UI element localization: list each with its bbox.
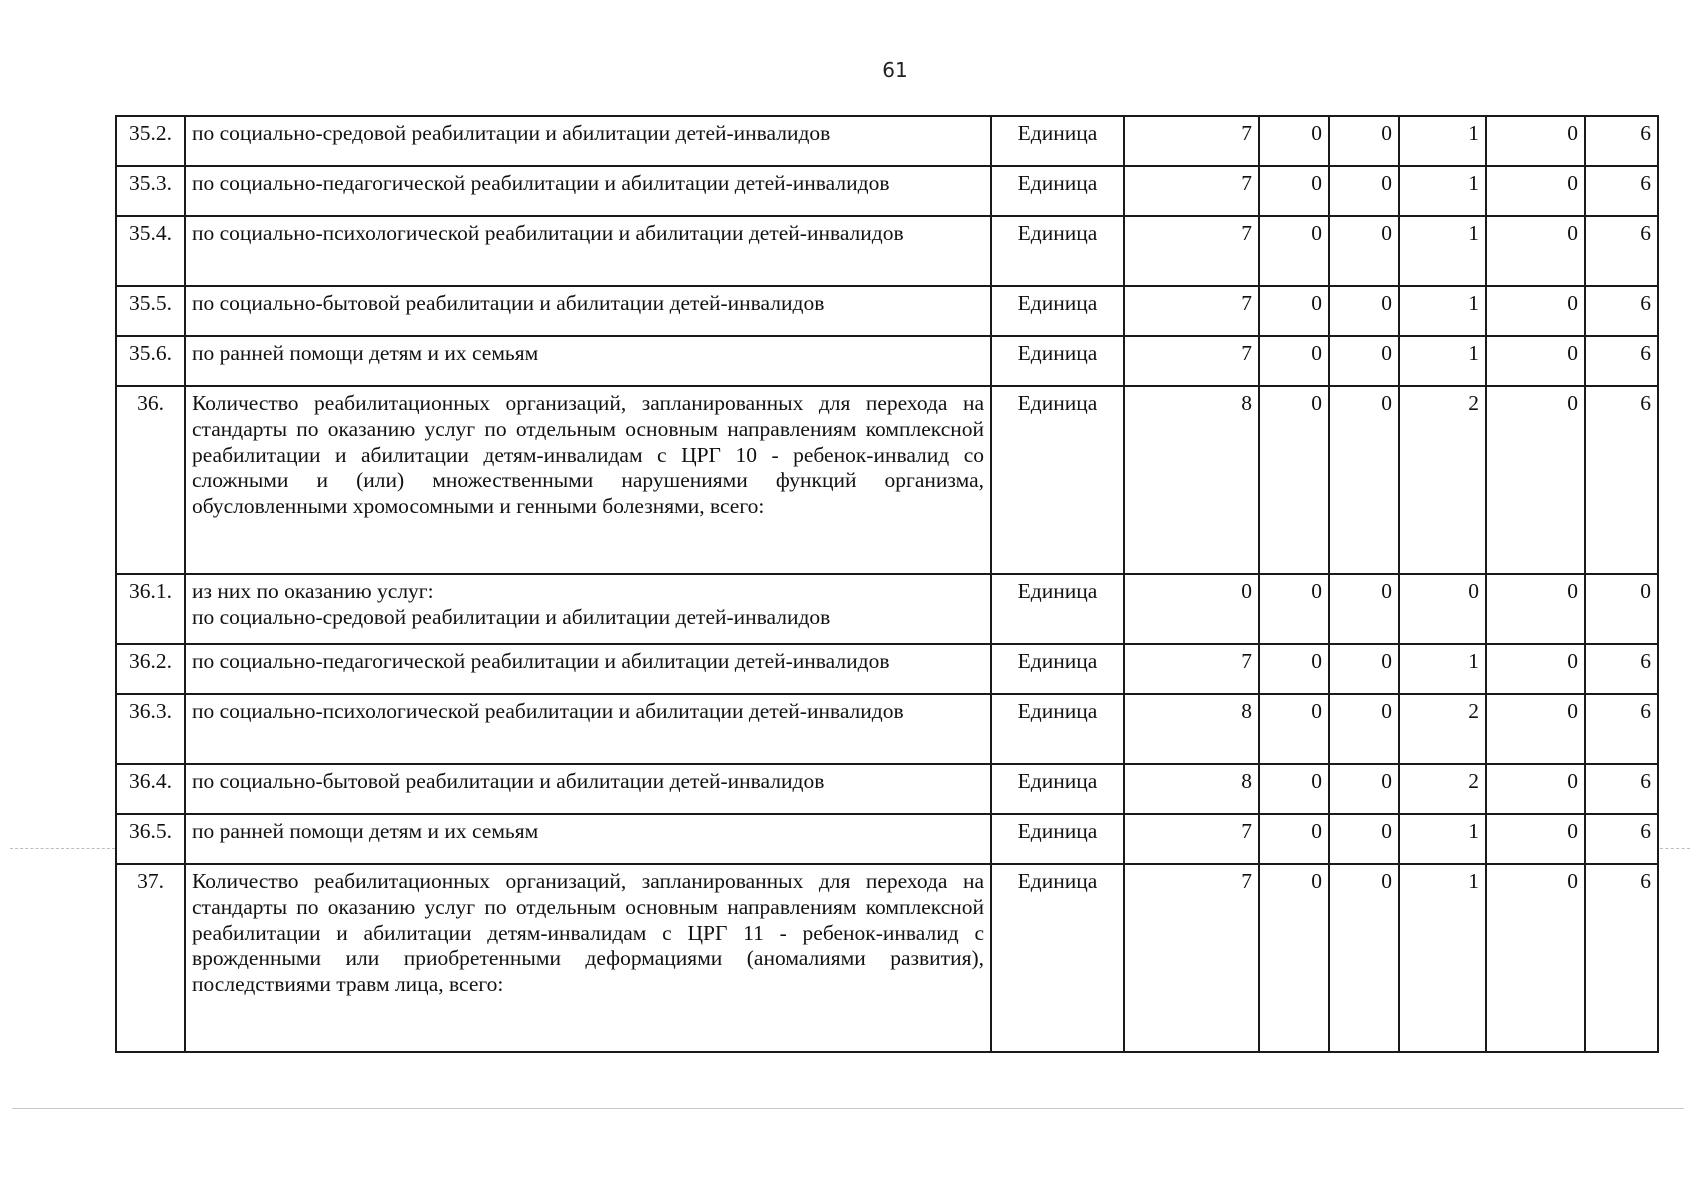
row-description: по социально-психологической реабилитации и абилитации детей-инвалидов [185,694,991,764]
row-unit: Единица [991,166,1124,216]
value-cell: 0 [1329,574,1399,644]
row-description: Количество реабилитационных организаций, запланированных для перехода на стандарты по оказанию услуг по отдельным основным направлениям комплексной реабилитации и абилитации детям-инвалидам с ЦРГ 11 - ребенок-инвалид с врожденными или приобретенными деформациями (аномалиями развития), последствиями травм лица, всего: [185,864,991,1052]
value-cell: 7 [1124,336,1259,386]
value-cell: 0 [1486,644,1585,694]
scan-artifact-line [12,1108,1684,1109]
value-cell: 1 [1399,166,1486,216]
row-number: 36.1. [116,574,185,644]
row-number: 36.3. [116,694,185,764]
value-cell: 0 [1486,694,1585,764]
value-cell: 0 [1486,166,1585,216]
value-cell: 0 [1399,574,1486,644]
value-cell: 6 [1585,286,1658,336]
value-cell: 1 [1399,116,1486,166]
table-row [116,286,1658,336]
value-cell: 2 [1399,764,1486,814]
value-cell: 0 [1259,116,1329,166]
value-cell: 7 [1124,286,1259,336]
row-number: 36.5. [116,814,185,864]
value-cell: 0 [1259,216,1329,286]
value-cell: 0 [1259,286,1329,336]
value-cell: 0 [1486,814,1585,864]
value-cell: 0 [1486,764,1585,814]
value-cell: 6 [1585,694,1658,764]
row-description: по социально-психологической реабилитации и абилитации детей-инвалидов [185,216,991,286]
value-cell: 0 [1486,216,1585,286]
row-number: 35.2. [116,116,185,166]
table-row [116,216,1658,286]
value-cell: 2 [1399,694,1486,764]
table-row [116,814,1658,864]
value-cell: 1 [1399,286,1486,336]
value-cell: 1 [1399,814,1486,864]
value-cell: 6 [1585,166,1658,216]
value-cell: 0 [1259,764,1329,814]
value-cell: 6 [1585,116,1658,166]
value-cell: 1 [1399,864,1486,1052]
value-cell: 1 [1399,644,1486,694]
value-cell: 0 [1259,574,1329,644]
row-description: по социально-средовой реабилитации и абилитации детей-инвалидов [185,116,991,166]
value-cell: 0 [1486,286,1585,336]
page-number: 61 [882,58,908,82]
data-table [115,115,1659,1053]
table-row [116,166,1658,216]
row-description: по социально-педагогической реабилитации и абилитации детей-инвалидов [185,166,991,216]
row-description [185,574,991,644]
row-number: 36.2. [116,644,185,694]
row-description: по социально-бытовой реабилитации и абилитации детей-инвалидов [185,764,991,814]
value-cell: 0 [1329,694,1399,764]
value-cell: 0 [1124,574,1259,644]
value-cell: 0 [1486,336,1585,386]
row-unit: Единица [991,116,1124,166]
row-description: Количество реабилитационных организаций, запланированных для перехода на стандарты по оказанию услуг по отдельным основным направлениям комплексной реабилитации и абилитации детям-инвалидам с ЦРГ 10 - ребенок-инвалид со сложными и (или) множественными нарушениями функций организма, обусловленными хромосомными и генными болезнями, всего: [185,386,991,574]
row-unit: Единица [991,216,1124,286]
row-description: по социально-бытовой реабилитации и абилитации детей-инвалидов [185,286,991,336]
row-unit: Единица [991,764,1124,814]
value-cell: 6 [1585,764,1658,814]
value-cell: 7 [1124,166,1259,216]
value-cell: 1 [1399,336,1486,386]
value-cell: 8 [1124,764,1259,814]
value-cell: 1 [1399,216,1486,286]
value-cell: 0 [1259,336,1329,386]
value-cell: 6 [1585,386,1658,574]
value-cell: 6 [1585,814,1658,864]
row-unit: Единица [991,694,1124,764]
table-row [116,336,1658,386]
value-cell: 0 [1259,386,1329,574]
row-number: 35.6. [116,336,185,386]
row-description-line: из них по оказанию услуг: [192,579,434,603]
row-unit: Единица [991,644,1124,694]
value-cell: 0 [1329,814,1399,864]
row-description: по ранней помощи детям и их семьям [185,336,991,386]
scan-artifact-line [10,848,115,849]
value-cell: 6 [1585,216,1658,286]
value-cell: 0 [1329,864,1399,1052]
value-cell: 7 [1124,216,1259,286]
row-unit: Единица [991,286,1124,336]
row-number: 36. [116,386,185,574]
scan-artifact-line [1660,848,1690,849]
value-cell: 0 [1329,166,1399,216]
table-row [116,644,1658,694]
value-cell: 0 [1329,336,1399,386]
value-cell: 7 [1124,116,1259,166]
table-row [116,116,1658,166]
row-unit: Единица [991,814,1124,864]
table-row [116,864,1658,1052]
value-cell: 7 [1124,864,1259,1052]
row-unit: Единица [991,336,1124,386]
value-cell: 2 [1399,386,1486,574]
value-cell: 0 [1329,116,1399,166]
value-cell: 6 [1585,644,1658,694]
value-cell: 0 [1259,814,1329,864]
row-description-line: по социально-средовой реабилитации и абилитации детей-инвалидов [192,604,831,629]
value-cell: 8 [1124,386,1259,574]
row-unit: Единица [991,574,1124,644]
value-cell: 0 [1486,864,1585,1052]
value-cell: 0 [1259,694,1329,764]
row-unit: Единица [991,386,1124,574]
value-cell: 8 [1124,694,1259,764]
value-cell: 0 [1486,386,1585,574]
row-number: 35.3. [116,166,185,216]
value-cell: 6 [1585,864,1658,1052]
row-description: по ранней помощи детям и их семьям [185,814,991,864]
value-cell: 7 [1124,644,1259,694]
value-cell: 0 [1486,116,1585,166]
value-cell: 6 [1585,336,1658,386]
value-cell: 0 [1329,216,1399,286]
value-cell: 0 [1329,644,1399,694]
value-cell: 0 [1259,166,1329,216]
value-cell: 0 [1329,764,1399,814]
table-row [116,574,1658,644]
value-cell: 0 [1259,864,1329,1052]
table-row [116,764,1658,814]
value-cell: 0 [1486,574,1585,644]
table-row [116,694,1658,764]
row-number: 35.5. [116,286,185,336]
value-cell: 0 [1329,386,1399,574]
row-number: 37. [116,864,185,1052]
table-row [116,386,1658,574]
value-cell: 0 [1585,574,1658,644]
row-unit: Единица [991,864,1124,1052]
row-description: по социально-педагогической реабилитации и абилитации детей-инвалидов [185,644,991,694]
value-cell: 7 [1124,814,1259,864]
value-cell: 0 [1259,644,1329,694]
value-cell: 0 [1329,286,1399,336]
row-number: 35.4. [116,216,185,286]
row-number: 36.4. [116,764,185,814]
